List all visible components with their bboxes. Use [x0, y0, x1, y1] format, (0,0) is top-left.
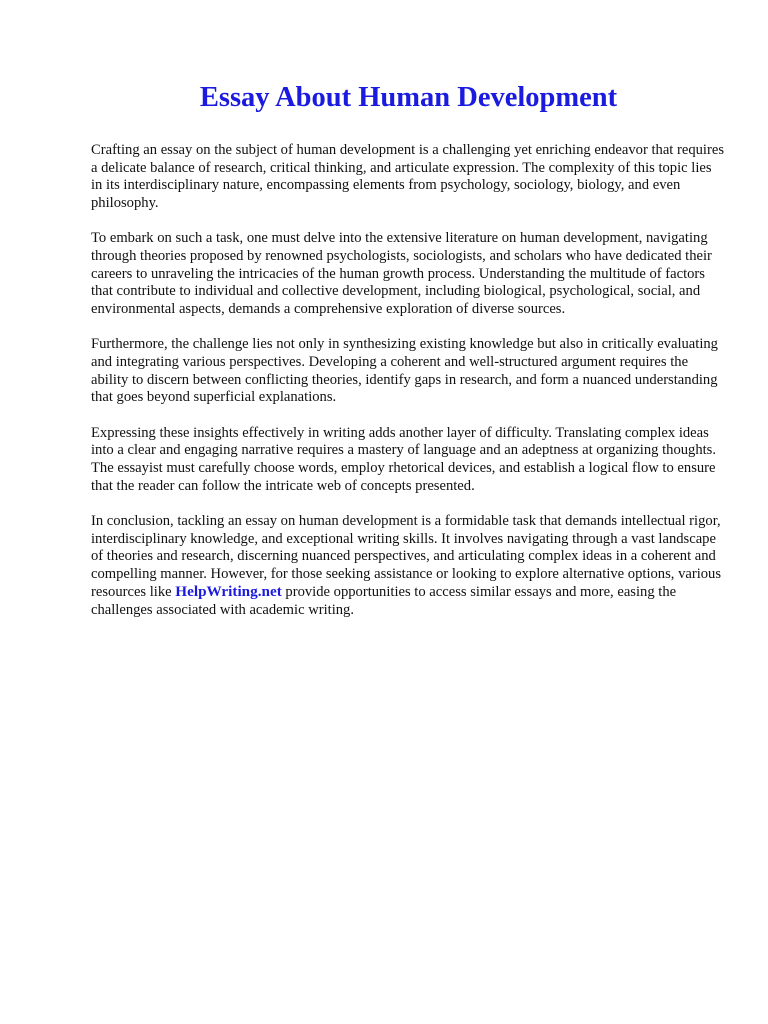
document-title: Essay About Human Development: [199, 82, 618, 113]
paragraph-conclusion: [91, 513, 726, 620]
document-body: [91, 142, 726, 620]
conclusion-text-before-link: In conclusion, tackling an essay on human development is a formidable task that demands intellectual rigor, interdisciplinary knowledge, and exceptional writing skills. It involves navigating through a vast landscape of theories and research, discerning nuanced perspectives, and articulating complex ideas in a coherent and compelling manner. However, for those seeking assistance or looking to explore alternative options, various resources like: [91, 513, 722, 601]
helpwriting-link[interactable]: HelpWriting.net: [175, 583, 282, 601]
paragraph-2: To embark on such a task, one must delve into the extensive literature on human development, navigating through theories proposed by renowned psychologists, sociologists, and scholars who have dedicated their careers to unraveling the intricacies of the human growth process. Understanding the multitude of factors that contribute to individual and collective development, including biological, psychological, social, and environmental aspects, demands a comprehensive exploration of diverse sources.: [91, 230, 712, 317]
paragraph-1: Crafting an essay on the subject of human development is a challenging yet enriching endeavor that requires a delicate balance of research, critical thinking, and articulate expression. The complexity of this topic lies in its interdisciplinary nature, encompassing elements from psychology, sociology, biology, and even philosophy.: [91, 142, 725, 211]
conclusion-text-after-link: provide opportunities to access similar essays and more, easing the challenges associated with academic writing.: [91, 584, 677, 619]
paragraph-4: Expressing these insights effectively in writing adds another layer of difficulty. Translating complex ideas into a clear and engaging narrative requires a mastery of language and an adeptness at organizing thoughts. The essayist must carefully choose words, employ rhetorical devices, and establish a logical flow to ensure that the reader can follow the intricate web of concepts presented.: [91, 424, 717, 494]
paragraph-3: Furthermore, the challenge lies not only in synthesizing existing knowledge but also in critically evaluating and integrating various perspectives. Developing a coherent and well-structured argument requires the ability to discern between conflicting theories, identify gaps in research, and form a nuanced understanding that goes beyond superficial explanations.: [91, 336, 718, 406]
